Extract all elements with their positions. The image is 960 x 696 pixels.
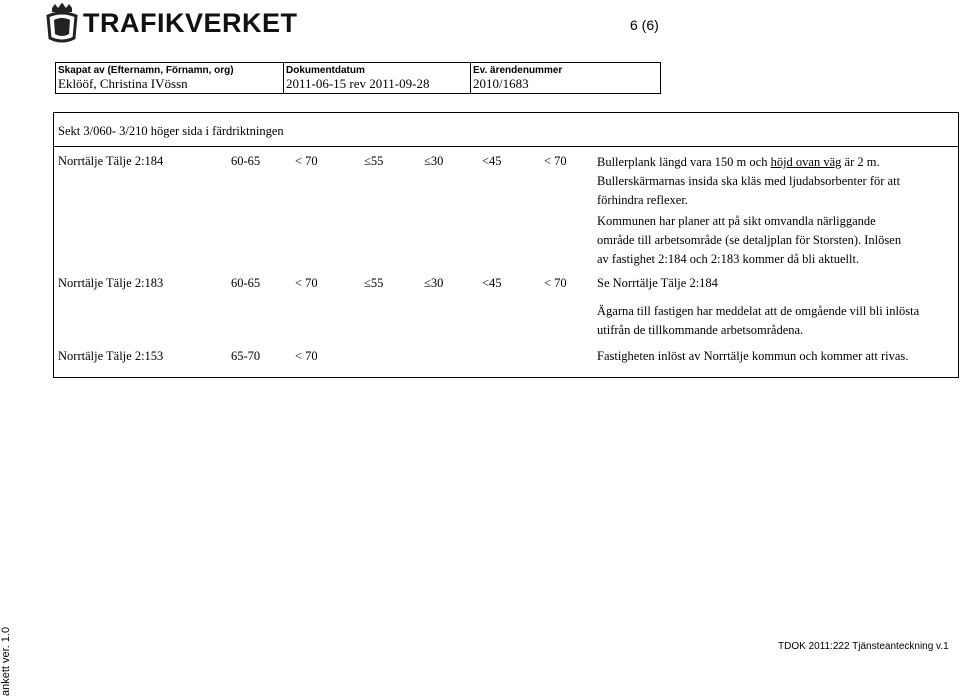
value-cell: <45	[482, 154, 502, 168]
case-number-cell	[471, 63, 659, 93]
value-cell: < 70	[295, 154, 318, 168]
section-title: Sekt 3/060- 3/210 höger sida i färdriktningen	[58, 124, 284, 138]
value-cell: <45	[482, 276, 502, 290]
comment-text: Kommunen har planer att på sikt omvandla närliggande område till arbetsområde (se detaljplan för Storsten). Inlösen av fastighet 2:184 och 2:183 kommer då bli aktuellt.	[597, 214, 902, 266]
brand-name: TRAFIKVERKET	[83, 8, 298, 38]
value-cell: ≤55	[364, 154, 384, 168]
value-cell: ≤30	[424, 154, 444, 168]
value-cell: < 70	[544, 154, 567, 168]
value-cell: < 70	[295, 349, 318, 363]
template-code: TDOK 2011:222 Tjänsteanteckning v.1	[778, 641, 949, 652]
document-date-value: 2011-06-15 rev 2011-09-28	[286, 76, 430, 91]
document-date-cell	[284, 63, 470, 93]
comment-text: Ägarna till fastigen har meddelat att de omgående vill bli inlösta utifrån de tillkommande arbetsområdena.	[597, 304, 920, 337]
created-by-cell	[56, 63, 283, 93]
comment-text: Bullerplank längd vara 150 m och höjd ovan väg är 2 m. Bullerskärmarnas insida ska kläs med ljudabsorbenter för att förhindra reflexer.	[597, 155, 901, 207]
value-cell: ≤30	[424, 276, 444, 290]
property-name: Norrtälje Tälje 2:184	[58, 154, 164, 168]
trafikverket-crown-logo-icon	[44, 2, 80, 44]
value-cell: ≤55	[364, 276, 384, 290]
property-name: Norrtälje Tälje 2:153	[58, 349, 164, 363]
created-by-label: Skapat av (Efternamn, Förnamn, org)	[58, 65, 234, 76]
value-cell: < 70	[544, 276, 567, 290]
case-number-label: Ev. ärendenummer	[473, 65, 563, 76]
value-cell: < 70	[295, 276, 318, 290]
template-version-vertical: ankett ver. 1.0	[0, 626, 12, 696]
created-by-value: Eklööf, Christina IVössn	[58, 76, 188, 91]
value-cell: 60-65	[231, 154, 261, 168]
comment-text: Fastigheten inlöst av Norrtälje kommun och kommer att rivas.	[597, 349, 909, 363]
property-name: Norrtälje Tälje 2:183	[58, 276, 164, 290]
comment-text: Se Norrtälje Tälje 2:184	[597, 276, 718, 290]
noise-measures-table	[53, 112, 959, 378]
value-cell: 65-70	[231, 349, 261, 363]
page-number: 6 (6)	[630, 17, 659, 33]
document-meta-box	[55, 62, 661, 94]
document-date-label: Dokumentdatum	[286, 65, 365, 76]
case-number-value: 2010/1683	[473, 76, 529, 91]
value-cell: 60-65	[231, 276, 261, 290]
